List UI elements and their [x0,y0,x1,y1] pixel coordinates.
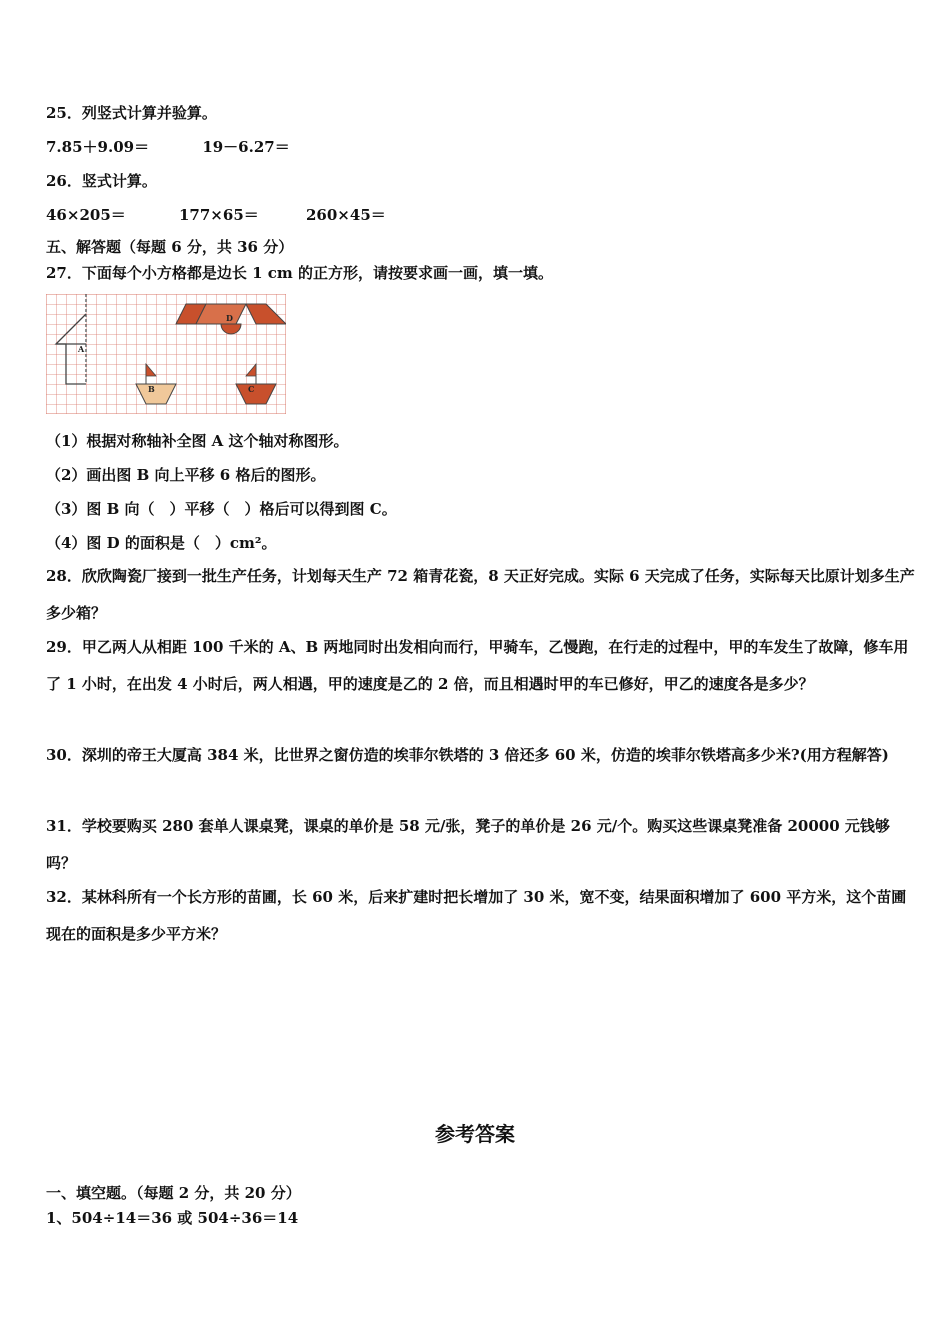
q26-expr-3: 260×45＝ [306,206,386,224]
q26-title: 26．竖式计算。 [46,172,157,190]
q27-grid-figure [46,294,286,414]
label-a: A [78,344,85,354]
label-c: C [248,384,255,394]
label-b: B [148,384,155,394]
q27-sub-1: （1）根据对称轴补全图 A 这个轴对称图形。 [46,432,349,450]
q27-sub-4: （4）图 D 的面积是（ ）cm²。 [46,534,277,552]
q29: 29．甲乙两人从相距 100 千米的 A、B 两地同时出发相向而行，甲骑车，乙慢跑，在行走的过程中，甲的车发生了故障，修车用了 1 小时，在出发 4 小时后，两人相遇，甲的速度是乙的 2 倍，而且相遇时甲的车已修好，甲乙的速度各是多少？ [46,638,909,693]
q25-title: 25．列竖式计算并验算。 [46,104,217,122]
q25-expressions [46,137,290,157]
q30: 30．深圳的帝王大厦高 384 米，比世界之窗仿造的埃菲尔铁塔的 3 倍还多 60 米，仿造的埃菲尔铁塔高多少米?(用方程解答) [46,746,889,764]
answer-section-1: 一、填空题。（每题 2 分，共 20 分） [46,1184,301,1202]
answer-title: 参考答案 [435,1122,515,1146]
q31: 31．学校要购买 280 套单人课桌凳，课桌的单价是 58 元/张，凳子的单价是 26 元/个。购买这些课桌凳准备 20000 元钱够吗？ [46,817,890,872]
q27-sub-2: （2）画出图 B 向上平移 6 格后的图形。 [46,466,326,484]
q27-sub-3: （3）图 B 向（ ）平移（ ）格后可以得到图 C。 [46,500,397,518]
label-d: D [226,313,233,323]
q27-title: 27．下面每个小方格都是边长 1 cm 的正方形，请按要求画一画，填一填。 [46,264,553,282]
q25-expr-2: 19－6.27＝ [202,138,290,156]
section-5-title: 五、解答题（每题 6 分，共 36 分） [46,238,294,256]
q26-expressions [46,205,386,225]
q25-expr-1: 7.85＋9.09＝ [46,138,150,156]
q26-expr-2: 177×65＝ [179,206,259,224]
q26-expr-1: 46×205＝ [46,206,126,224]
q28: 28．欣欣陶瓷厂接到一批生产任务，计划每天生产 72 箱青花瓷，8 天正好完成。实际 6 天完成了任务，实际每天比原计划多生产多少箱？ [46,567,915,622]
q32: 32．某林科所有一个长方形的苗圃，长 60 米，后来扩建时把长增加了 30 米，宽不变，结果面积增加了 600 平方米，这个苗圃现在的面积是多少平方米？ [46,888,907,943]
answer-1: 1、504÷14＝36 或 504÷36＝14 [46,1209,299,1227]
